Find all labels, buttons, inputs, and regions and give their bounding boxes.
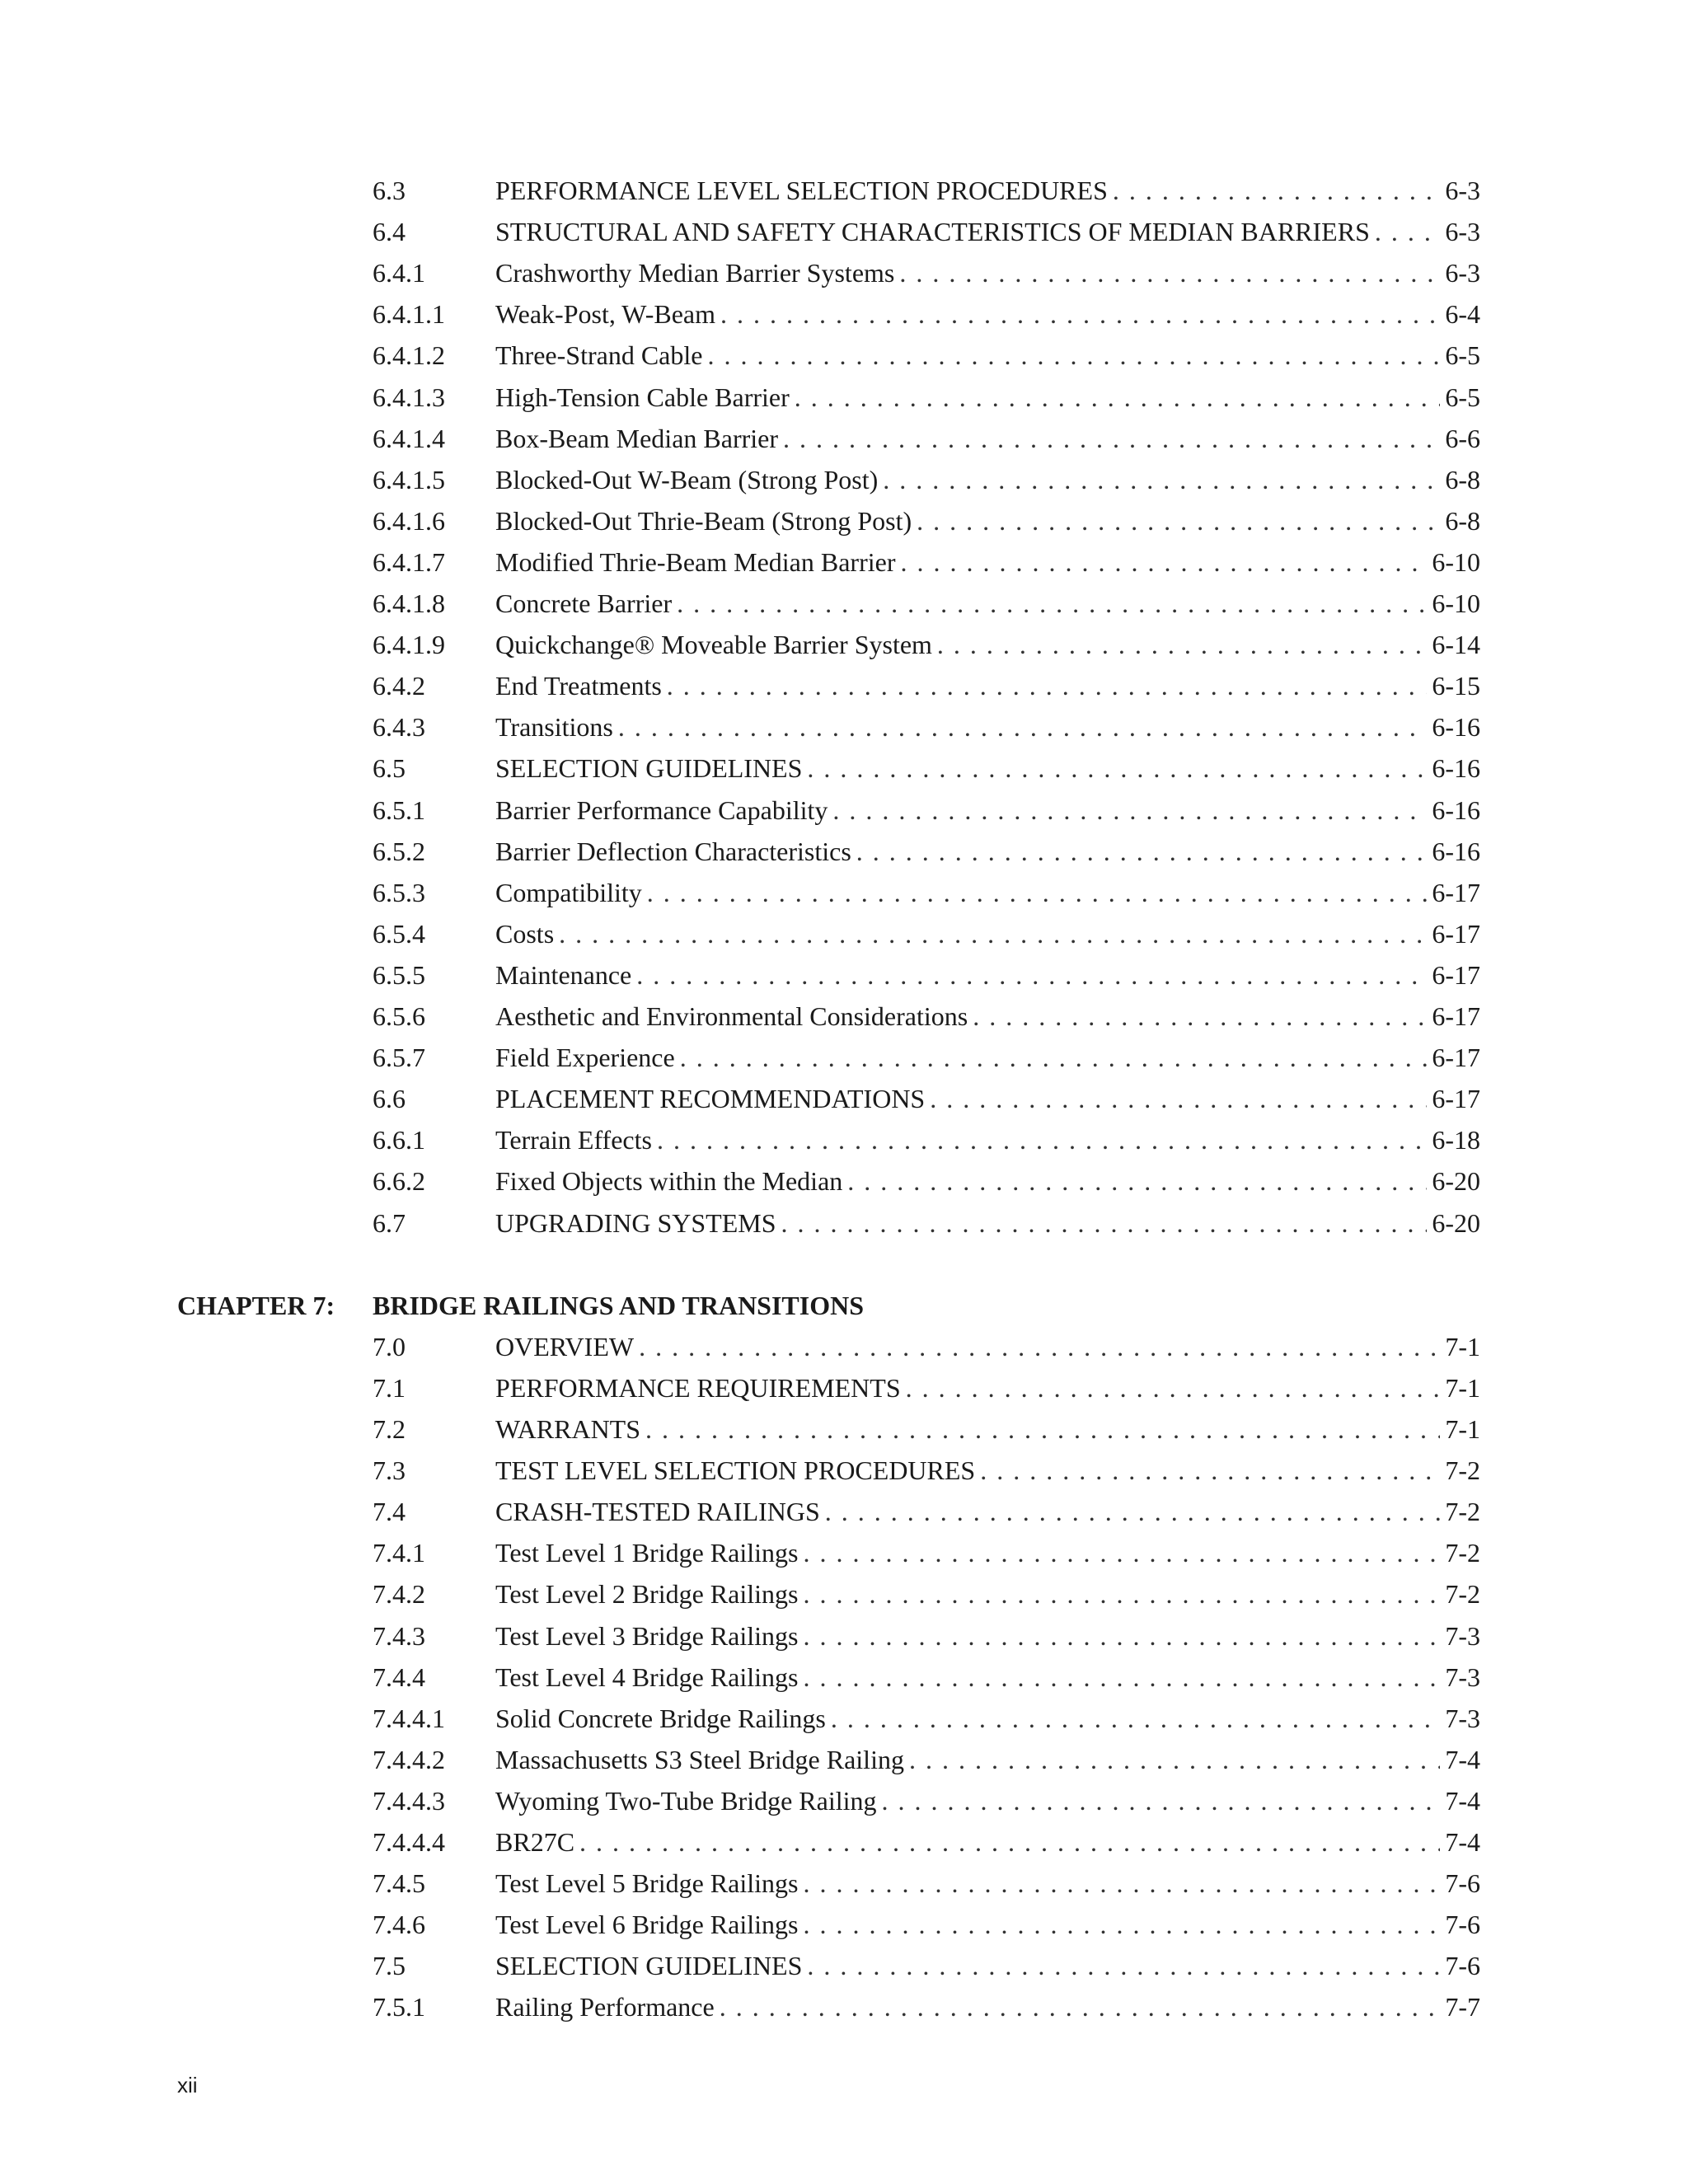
toc-entry-line [495,500,1480,541]
toc-entry[interactable] [0,293,1688,335]
toc-entry[interactable] [0,1491,1688,1532]
toc-entry-page: 7-3 [1445,1620,1480,1651]
toc-entry[interactable] [0,500,1688,541]
toc-entry-line [495,211,1480,252]
toc-entry-number: 7.4.2 [373,1579,425,1610]
toc-entry-page: 6-17 [1432,918,1480,949]
toc-entry-number: 7.4.1 [373,1538,425,1568]
toc-entry-line [495,418,1480,459]
toc-entry-number: 7.4.4.4 [373,1827,445,1857]
toc-entry-title: Solid Concrete Bridge Railings [495,1703,826,1733]
toc-entry-line [495,1739,1480,1780]
toc-entry[interactable] [0,872,1688,913]
toc-entry[interactable] [0,1326,1688,1367]
dot-leader [579,1821,1440,1863]
dot-leader [636,954,1427,996]
toc-entry-line [495,541,1480,583]
toc-entry[interactable] [0,1986,1688,2027]
toc-entry-page: 6-8 [1445,464,1480,494]
toc-entry-page: 6-17 [1432,1043,1480,1073]
toc-entry-title: End Treatments [495,671,662,701]
toc-entry-title: Railing Performance [495,1992,715,2022]
toc-entry-page: 6-15 [1432,671,1480,701]
toc-entry-title: Terrain Effects [495,1125,652,1155]
toc-entry-page: 6-3 [1445,258,1480,288]
toc-entry-title: Test Level 1 Bridge Railings [495,1538,799,1568]
toc-entry-number: 7.4.6 [373,1910,425,1940]
toc-entry[interactable] [0,1119,1688,1160]
toc-entry-page: 7-7 [1445,1992,1480,2022]
dot-leader [973,996,1427,1037]
toc-entry-page: 7-3 [1445,1661,1480,1692]
dot-leader [937,624,1427,665]
toc-entry-number: 6.4.1.1 [373,299,445,330]
toc-entry-title: PERFORMANCE LEVEL SELECTION PROCEDURES [495,176,1108,205]
toc-entry-title: Barrier Deflection Characteristics [495,836,851,866]
toc-entry-title: Quickchange® Moveable Barrier System [495,630,932,660]
toc-entry[interactable] [0,418,1688,459]
toc-entry-title: Modified Thrie-Beam Median Barrier [495,546,896,577]
toc-entry-number: 6.4.1.3 [373,382,445,412]
toc-entry-number: 7.3 [373,1455,406,1486]
toc-entry[interactable] [0,665,1688,706]
toc-entry-page: 7-2 [1445,1497,1480,1527]
toc-entry[interactable] [0,1615,1688,1657]
dot-leader [917,500,1440,541]
dot-leader [832,790,1427,831]
toc-entry[interactable] [0,624,1688,665]
dot-leader [647,872,1428,913]
toc-entry-line [495,1119,1480,1160]
dot-leader [677,583,1427,624]
toc-entry-page: 7-4 [1445,1744,1480,1774]
toc-entry[interactable] [0,541,1688,583]
toc-entry[interactable] [0,1037,1688,1078]
toc-entry-line [495,1408,1480,1450]
toc-entry-title: Three-Strand Cable [495,340,703,371]
toc-entry-number: 6.5.3 [373,877,425,907]
toc-entry[interactable] [0,831,1688,872]
toc-entry-page: 6-16 [1432,712,1480,743]
toc-entry-number: 6.7 [373,1207,406,1238]
toc-entry-page: 6-3 [1445,217,1480,247]
toc-entry-title: Concrete Barrier [495,588,673,618]
toc-entry[interactable] [0,1904,1688,1945]
toc-entry-line [495,790,1480,831]
toc-entry-title: Weak-Post, W-Beam [495,299,715,330]
toc-entry-title: Test Level 3 Bridge Railings [495,1620,799,1651]
toc-entry-number: 6.4.1.6 [373,505,445,536]
toc-entry[interactable] [0,1945,1688,1986]
toc-entry-number: 6.5.6 [373,1001,425,1031]
toc-entry-page: 7-6 [1445,1868,1480,1899]
toc-entry[interactable] [0,1698,1688,1739]
toc-entry[interactable] [0,377,1688,418]
toc-entry-title: Costs [495,918,555,949]
toc-entry-number: 7.2 [373,1414,406,1444]
dot-leader [639,1326,1440,1367]
toc-entry-page: 6-8 [1445,505,1480,536]
toc-entry-number: 6.4.1.4 [373,423,445,453]
toc-entry-page: 7-2 [1445,1579,1480,1610]
toc-entry-title: Field Experience [495,1043,675,1073]
toc-entry-line [495,1698,1480,1739]
toc-entry-number: 6.4.2 [373,671,425,701]
toc-entry-page: 6-17 [1432,1084,1480,1114]
toc-entry-line [495,624,1480,665]
toc-entry-title: Fixed Objects within the Median [495,1166,843,1197]
toc-entry-title: UPGRADING SYSTEMS [495,1207,776,1238]
toc-entry-number: 6.5.1 [373,794,425,825]
toc-entry-line [495,583,1480,624]
toc-entry-line [495,1037,1480,1078]
dot-leader [781,1202,1428,1244]
toc-entry-line [495,954,1480,996]
toc-entry-page: 6-16 [1432,836,1480,866]
toc-entry-line [495,706,1480,748]
dot-leader [803,1615,1440,1657]
toc-entry-title: High-Tension Cable Barrier [495,382,790,412]
toc-entry-line [495,1863,1480,1904]
toc-entry-number: 6.5.7 [373,1043,425,1073]
toc-entry-number: 6.4.1.8 [373,588,445,618]
toc-entry-page: 6-10 [1432,588,1480,618]
toc-entry-number: 7.5 [373,1951,406,1981]
toc-entry-line [495,748,1480,789]
toc-entry-line [495,1078,1480,1119]
toc-entry-line [495,252,1480,293]
toc-entry-line [495,913,1480,954]
toc-entry-page: 6-5 [1445,382,1480,412]
toc-entry-line [495,1657,1480,1698]
toc-entry[interactable] [0,1450,1688,1491]
toc-entry[interactable] [0,996,1688,1037]
toc-entry-number: 6.4.1.2 [373,340,445,371]
toc-entry-number: 7.1 [373,1372,406,1403]
toc-entry[interactable] [0,335,1688,376]
toc-entry[interactable] [0,1367,1688,1408]
toc-entry-number: 6.5.5 [373,959,425,990]
toc-entry[interactable] [0,1573,1688,1615]
toc-entry-line [495,1904,1480,1945]
toc-entry-title: Compatibility [495,877,642,907]
toc-entry-title: CRASH-TESTED RAILINGS [495,1497,820,1527]
toc-entry-page: 6-17 [1432,959,1480,990]
toc-entry-line [495,1821,1480,1863]
dot-leader [803,1532,1440,1573]
toc-entry-page: 6-6 [1445,423,1480,453]
toc-entry-title: Test Level 6 Bridge Railings [495,1910,799,1940]
toc-entry-page: 6-4 [1445,299,1480,330]
toc-entry[interactable] [0,1408,1688,1450]
toc-entry-page: 6-18 [1432,1125,1480,1155]
toc-entry-page: 7-1 [1445,1372,1480,1403]
toc-entry-line [495,1573,1480,1615]
toc-entry-number: 7.4.4.3 [373,1785,445,1816]
toc-entry-title: Aesthetic and Environmental Considerations [495,1001,968,1031]
toc-entry-page: 7-1 [1445,1331,1480,1361]
toc-entry-line [495,293,1480,335]
toc-entry-page: 6-20 [1432,1207,1480,1238]
toc-entry-title: Maintenance [495,959,632,990]
toc-entry-line [495,1986,1480,2027]
toc-entry-number: 7.0 [373,1331,406,1361]
toc-entry-page: 6-14 [1432,630,1480,660]
toc-entry-page: 6-10 [1432,546,1480,577]
toc-entry-title: Test Level 4 Bridge Railings [495,1661,799,1692]
toc-entry[interactable] [0,583,1688,624]
toc-entry[interactable] [0,211,1688,252]
dot-leader [618,706,1427,748]
dot-leader [803,1863,1440,1904]
toc-entry-title: SELECTION GUIDELINES [495,753,803,784]
toc-entry-page: 6-20 [1432,1166,1480,1197]
toc-entry-page: 7-4 [1445,1785,1480,1816]
toc-entry-page: 7-4 [1445,1827,1480,1857]
toc-entry-title: BR27C [495,1827,575,1857]
toc-entry-page: 7-1 [1445,1414,1480,1444]
toc-entry-title: STRUCTURAL AND SAFETY CHARACTERISTICS OF MEDIAN BARRIERS [495,217,1370,247]
toc-entry-number: 7.4 [373,1497,406,1527]
chapter-title: BRIDGE RAILINGS AND TRANSITIONS [373,1290,865,1320]
dot-leader [883,459,1440,500]
toc-entry-title: Box-Beam Median Barrier [495,423,778,453]
toc-entry-number: 6.6.2 [373,1166,425,1197]
toc-entry[interactable] [0,748,1688,789]
dot-leader [1375,211,1440,252]
dot-leader [667,665,1428,706]
toc-entry-number: 6.4.3 [373,712,425,743]
toc-entry-title: Blocked-Out W-Beam (Strong Post) [495,464,879,494]
toc-entry-page: 6-17 [1432,877,1480,907]
toc-entry[interactable] [0,459,1688,500]
dot-leader [856,831,1428,872]
toc-entry-title: Wyoming Two-Tube Bridge Railing [495,1785,877,1816]
toc-entry-page: 7-6 [1445,1910,1480,1940]
dot-leader [980,1450,1440,1491]
toc-entry-number: 6.4.1 [373,258,425,288]
toc-entry-title: PLACEMENT RECOMMENDATIONS [495,1084,926,1114]
toc-entry[interactable] [0,170,1688,211]
toc-entry-title: OVERVIEW [495,1331,635,1361]
toc-entry-number: 6.6 [373,1084,406,1114]
toc-entry-number: 6.4 [373,217,406,247]
dot-leader [680,1037,1428,1078]
dot-leader [707,335,1440,376]
dot-leader [795,377,1441,418]
dot-leader [645,1408,1440,1450]
toc-entry-number: 6.5.4 [373,918,425,949]
toc-entry-page: 6-17 [1432,1001,1480,1031]
dot-leader [807,1945,1440,1986]
toc-entry-number: 7.4.3 [373,1620,425,1651]
toc-entry-title: Transitions [495,712,613,743]
toc-entry-line [495,335,1480,376]
toc-entry-line [495,1532,1480,1573]
toc-entry[interactable] [0,1780,1688,1821]
toc-entry[interactable] [0,1657,1688,1698]
toc-entry-number: 6.4.1.9 [373,630,445,660]
dot-leader [803,1657,1440,1698]
toc-entry-page: 6-16 [1432,753,1480,784]
toc-entry-line [495,1615,1480,1657]
dot-leader [720,293,1440,335]
toc-entry-number: 6.3 [373,176,406,205]
dot-leader [906,1367,1441,1408]
toc-entry-line [495,831,1480,872]
toc-entry-line [495,1202,1480,1244]
toc-entry[interactable] [0,1739,1688,1780]
toc-entry-page: 6-16 [1432,794,1480,825]
toc-entry-title: Barrier Performance Capability [495,794,828,825]
toc-entry-page: 6-5 [1445,340,1480,371]
toc-entry-number: 7.4.5 [373,1868,425,1899]
toc-entry-page: 7-2 [1445,1538,1480,1568]
toc-entry[interactable] [0,1532,1688,1573]
toc-entry-number: 7.4.4.2 [373,1744,445,1774]
toc-entry-number: 7.4.4 [373,1661,425,1692]
toc-entry-title: Crashworthy Median Barrier Systems [495,258,895,288]
toc-entry[interactable] [0,1078,1688,1119]
toc-entry-line [495,872,1480,913]
toc-entry-line [495,665,1480,706]
dot-leader [803,1573,1440,1615]
toc-entry-title: Test Level 2 Bridge Railings [495,1579,799,1610]
dot-leader [899,252,1440,293]
dot-leader [831,1698,1441,1739]
toc-entry-line [495,1326,1480,1367]
toc-entry[interactable] [0,1160,1688,1202]
toc-entry[interactable] [0,913,1688,954]
toc-entry-number: 7.4.4.1 [373,1703,445,1733]
dot-leader [783,418,1440,459]
toc-entry-line [495,1491,1480,1532]
toc-entry-number: 6.4.1.7 [373,546,445,577]
toc-entry-line [495,1450,1480,1491]
page-number: xii [177,2073,198,2097]
dot-leader [909,1739,1440,1780]
toc-entry-number: 6.5.2 [373,836,425,866]
toc-entry[interactable] [0,954,1688,996]
dot-leader [559,913,1427,954]
dot-leader [882,1780,1441,1821]
toc-entry-page: 6-3 [1445,176,1480,205]
toc-entry-title: PERFORMANCE REQUIREMENTS [495,1372,901,1403]
toc-entry-line [495,170,1480,211]
toc-entry-number: 6.5 [373,753,406,784]
toc-entry-page: 7-3 [1445,1703,1480,1733]
toc-entry-title: WARRANTS [495,1414,641,1444]
toc-entry-line [495,1160,1480,1202]
toc-entry-number: 6.6.1 [373,1125,425,1155]
toc-entry-title: Test Level 5 Bridge Railings [495,1868,799,1899]
toc-entry-number: 7.5.1 [373,1992,425,2022]
dot-leader [825,1491,1441,1532]
dot-leader [1113,170,1440,211]
dot-leader [803,1904,1440,1945]
toc-entry-page: 7-6 [1445,1951,1480,1981]
toc-entry-line [495,996,1480,1037]
toc-entry-title: Massachusetts S3 Steel Bridge Railing [495,1744,904,1774]
toc-entry-line [495,377,1480,418]
toc-entry-line [495,1945,1480,1986]
toc-entry-line [495,1780,1480,1821]
toc-entry[interactable] [0,790,1688,831]
dot-leader [657,1119,1427,1160]
toc-entry[interactable] [0,1821,1688,1863]
chapter-label: CHAPTER 7: [177,1290,335,1320]
toc-entry-line [495,459,1480,500]
dot-leader [807,748,1427,789]
toc-entry-line [495,1367,1480,1408]
dot-leader [900,541,1427,583]
dot-leader [720,1986,1441,2027]
toc-entry[interactable] [0,252,1688,293]
dot-leader [847,1160,1427,1202]
toc-entry[interactable] [0,706,1688,748]
toc-entry-page: 7-2 [1445,1455,1480,1486]
toc-entry-title: Blocked-Out Thrie-Beam (Strong Post) [495,505,912,536]
toc-entry-number: 6.4.1.5 [373,464,445,494]
chapter-heading[interactable] [0,1285,1688,1326]
toc-entry-title: TEST LEVEL SELECTION PROCEDURES [495,1455,976,1486]
toc-entry-title: SELECTION GUIDELINES [495,1951,803,1981]
toc-entry[interactable] [0,1863,1688,1904]
toc-entry[interactable] [0,1202,1688,1244]
dot-leader [930,1078,1427,1119]
